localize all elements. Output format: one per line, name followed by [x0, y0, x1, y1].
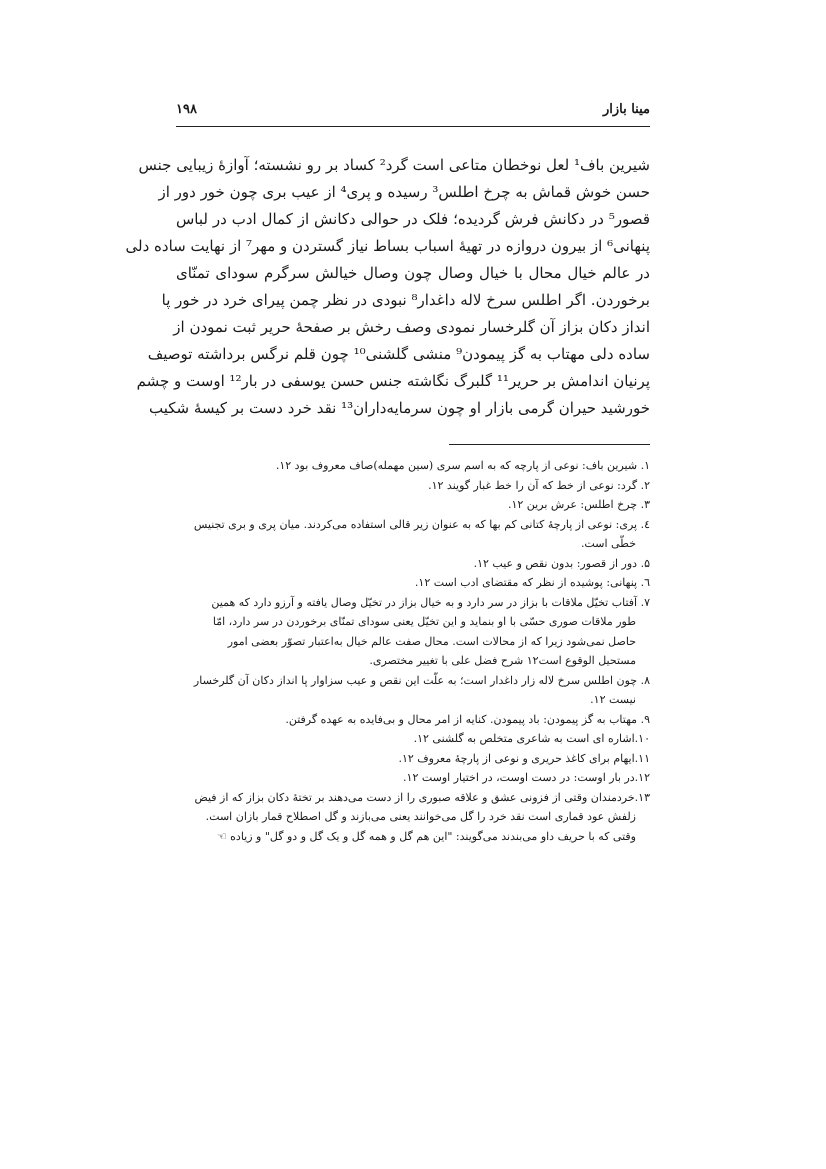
running-title: مینا بازار — [602, 102, 650, 117]
footnote-line: ۹. مهتاب به گز پیمودن: باد پیمودن. کنایه از امر محال و بی‌فایده به عهده گرفتن. — [285, 712, 650, 726]
footnote — [176, 749, 650, 769]
body-line: خورشید حیران گرمی بازار او چون سرمایه‌داران¹³ نقد خرد دست بر کیسهٔ شکیب — [149, 399, 650, 417]
footnote-line: ۵. دور از قصور: بدون نقص و عیب ۱۲. — [473, 556, 650, 570]
footnote-line: ۲. گرد: نوعی از خط که آن را خط غبار گویند ۱۲. — [428, 478, 650, 492]
body-line: انداز دکان بزاز آن گلرخسار نمودی وصف رخش بر صفحهٔ حریر ثبت نمودن از — [173, 318, 650, 336]
page-header — [176, 100, 650, 126]
footnote-line: ۱. شیرین باف: نوعی از پارچه که به اسم سری (سین مهمله)صاف معروف بود ۱۲. — [275, 459, 650, 472]
footnote — [176, 710, 650, 730]
footnote-line: ۳. چرخ اطلس: عرش برین ۱۲. — [507, 498, 650, 511]
header-rule — [176, 126, 650, 127]
footnote-line: حاصل نمی‌شود زیرا که از محالات است. محال صفت عالم خیال به‌اعتبار تصوّر بعضی امور — [227, 634, 636, 648]
body-line: حسن خوش قماش به چرخ اطلس³ رسیده و پری⁴ از عیب بری چون خور دور از — [158, 183, 650, 201]
footnote — [176, 768, 650, 788]
body-text — [125, 152, 650, 422]
footnote-line: نیست ۱۲. — [590, 693, 636, 706]
body-line: برخوردن. اگر اطلس سرخ لاله داغدار⁸ نبودی در نظر چمن پیرای خرد در خور پا — [161, 291, 650, 309]
body-line: شیرین باف¹ لعل نوخطان متاعی است گرد² کساد بر رو نشسته؛ آوازهٔ زیبایی جنس — [138, 156, 650, 174]
body-line: پنهانی⁶ از بیرون دروازه در تهیهٔ اسباب بساط نیاز گستردن و مهر⁷ از نهایت ساده دلی — [125, 237, 650, 255]
footnote — [176, 554, 650, 574]
footnote-line: ۱۳.خردمندان وقتی از فزونی عشق و علاقه صبوری را از دست می‌دهند بر تختهٔ دکان بزاز که از فیض — [194, 790, 650, 804]
footnotes — [176, 456, 650, 846]
footnote-line: طور ملاقات صوری حسّی با او بنماید و این تخیّل یعنی سودای تمنّای برخوردن در سر دارد، امّا — [212, 615, 636, 628]
footnote — [176, 788, 650, 847]
footnote-line: خطّی است. — [580, 537, 636, 550]
footnote — [176, 456, 650, 476]
footnote-line: ٦. پنهانی: پوشیده از نظر که مقتضای ادب است ۱۲. — [414, 576, 650, 589]
footnote-line: ۱۱.ایهام برای کاغذ حریری و نوعی از پارچهٔ معروف ۱۲. — [398, 751, 650, 765]
footnote-line: وقتی که با حریف داو می‌بندند می‌گویند: "این هم گل و همه گل و یک گل و دو گل" و زیاده ☜ — [216, 829, 636, 843]
page-number: ۱۹۸ — [176, 102, 197, 117]
body-line: پرنیان اندامش بر حریر¹¹ گلبرگ نگاشته جنس حسن یوسفی در بار¹² اوست و چشم — [136, 372, 650, 390]
footnote — [176, 729, 650, 749]
body-line: در عالم خیال محال با خیال وصال چون وصال خیالش سرگرم سودای تمنّای — [176, 264, 650, 282]
footnote-line: ۸. چون اطلس سرخ لاله زار داغدار است؛ به علّت این نقص و عیب سزاوار پا انداز دکان آن گلرخسار — [193, 673, 650, 687]
footnote — [176, 671, 650, 710]
footnote-line: ۷. آفتاب تخیّل ملاقات با بزاز در سر دارد و به خیال بزاز در تخیّل وصال یافته و آرزو دارد که همین — [211, 595, 650, 609]
footnote — [176, 573, 650, 593]
footnote-line: ٤. پری: نوعی از پارچهٔ کتانی کم بها که به عنوان زیر قالی استفاده می‌کردند. میان پری و بری تجنیس — [193, 517, 650, 531]
footnote — [176, 515, 650, 554]
footnote — [176, 593, 650, 671]
footnote — [176, 495, 650, 515]
body-line: ساده دلی مهتاب به گز پیمودن⁹ منشی گلشنی¹⁰ چون قلم نرگس برداشته توصیف — [147, 345, 650, 363]
footnote-line: ۱۰.اشاره ای است به شاعری متخلص به گلشنی ۱۲. — [413, 732, 650, 745]
footnote-separator — [449, 444, 650, 445]
footnote-line: ۱۲.در بار اوست: در دست اوست، در اختیار اوست ۱۲. — [403, 771, 650, 784]
footnote-line: زلفش عود قماری است نقد خرد را گل می‌خوانند یعنی می‌بازند و گل اصطلاح قمار بازان است. — [205, 810, 636, 823]
footnote — [176, 476, 650, 496]
footnote-line: مستحیل الوقوع است۱۲ شرح فضل علی با تغییر مختصری. — [369, 654, 636, 667]
body-line: قصور⁵ در دکانش فرش گردیده؛ فلک در حوالی دکانش از کمال ادب در لباس — [176, 210, 650, 228]
